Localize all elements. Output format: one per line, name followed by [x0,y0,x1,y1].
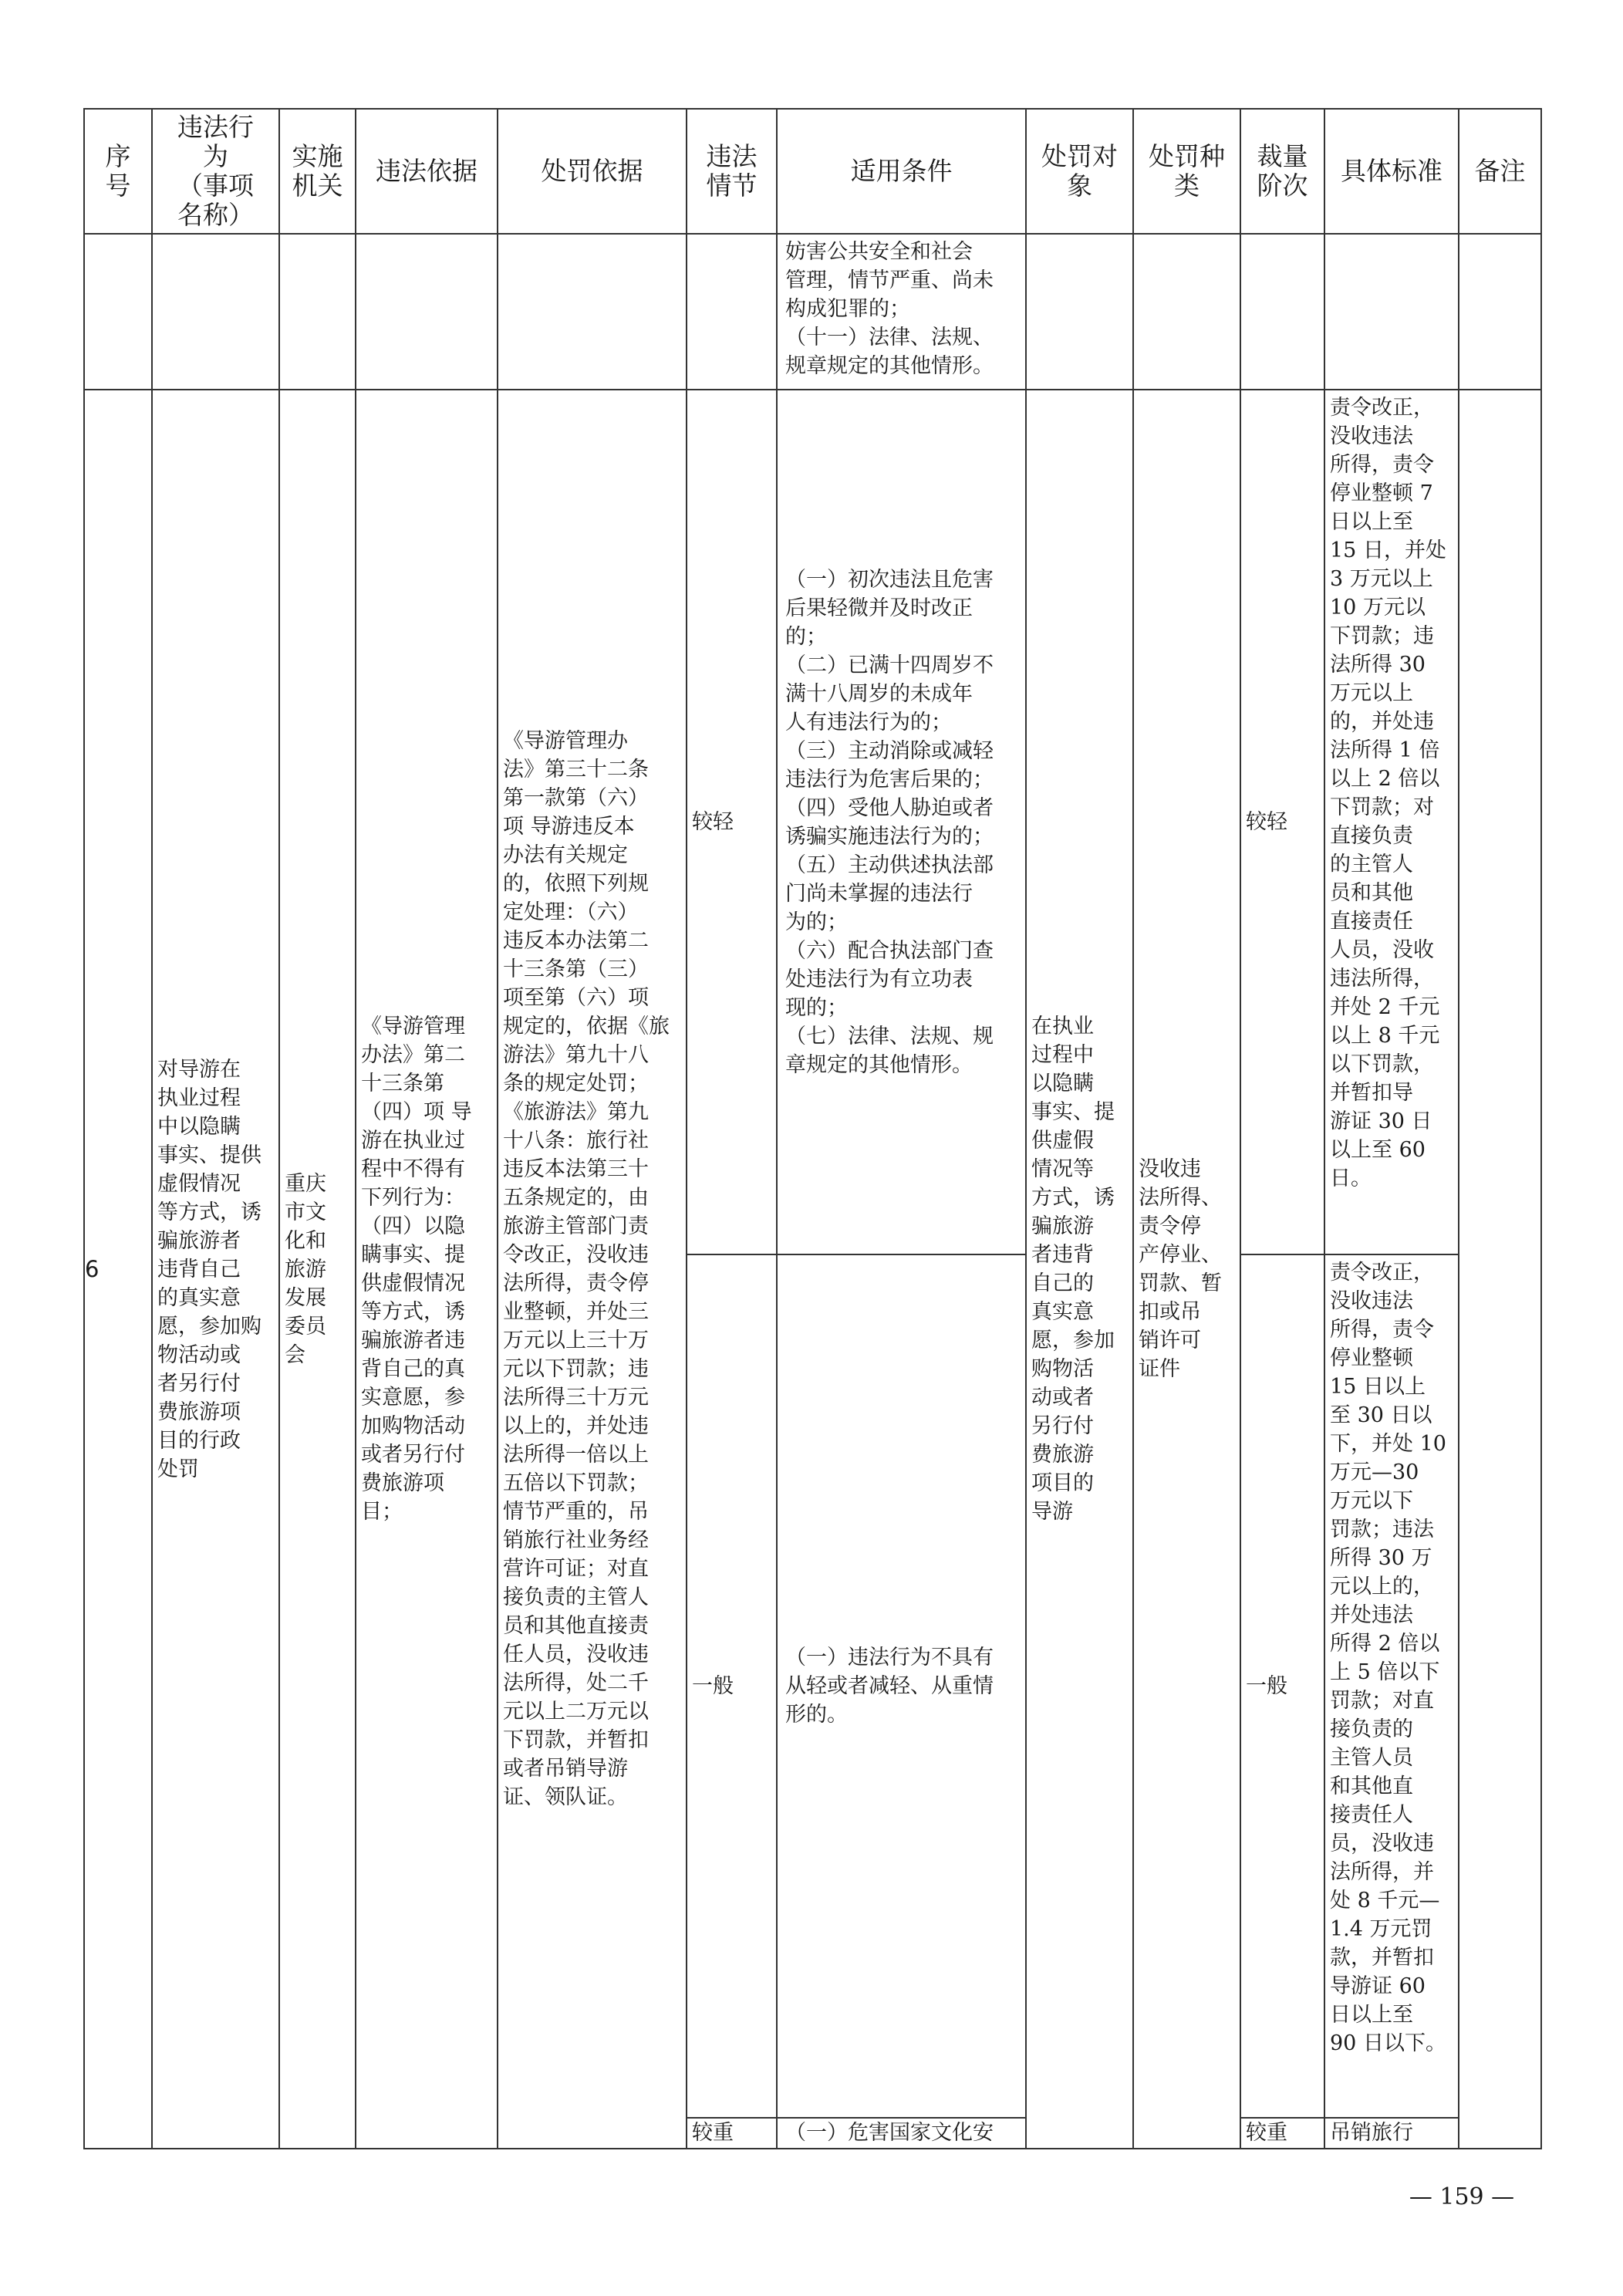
condition-severe: （一）危害国家文化安 [777,2118,1026,2149]
standard-general: 责令改正， 没收违法 所得，责令 停业整顿 15 日以上 至 30 日以 下，并处 10 万元—30 万元以下 罚款；违法 所得 30 万 元以上的， 并处违法 所得 2 倍以 上 5 倍以下 罚款；对直 接负责的 主管人员 和其他直 接责任人 员，没收违 法所得，并 处 8 千元— 1.4 万元罚 款，并暂扣 导游证 60 日以上至 90 日以下。 [1324,1254,1459,2118]
cont-target-cell [1026,234,1133,390]
header-remarks: 备注 [1459,109,1541,234]
header-violation-name: 违法行 为 （事项 名称） [152,109,279,234]
penalty-table [83,108,1542,2149]
header-seq: 序 号 [84,109,152,234]
item6-penalty-basis: 《导游管理办 法》第三十二条 第一款第（六） 项 导游违反本 办法有关规定 的，依照下列规 定处理：（六） 违反本办法第二 十三条第（三） 项至第（六）项 规定的，依据《旅 游法》第九十八 条的规定处罚； 《旅游法》第九 十八条：旅行社 违反本法第三十 五条规定的，由 旅游主管部门责 令改正，没收违 法所得，责令停 业整顿，并处三 万元以上三十万 元以下罚款；违 法所得三十万元 以上的，并处违 法所得一倍以上 五倍以下罚款； 情节严重的，吊 销旅行社业务经 营许可证；对直 接负责的主管人 员和其他直接责 任人员，没收违 法所得，处二千 元以上二万元以 下罚款，并暂扣 或者吊销导游 证、领队证。 [498,390,687,2149]
cont-basis-cell [356,234,498,390]
header-violation-basis: 违法依据 [356,109,498,234]
item6-violation-basis: 《导游管理 办法》第二 十三条第 （四）项 导 游在执业过 程中不得有 下列行为： （四）以隐 瞒事实、提 供虚假情况 等方式，诱 骗旅游者违 背自己的真 实意愿，参 加购物活动 或者另行付 费旅游项 目； [356,390,498,2149]
condition-light: （一）初次违法且危害 后果轻微并及时改正 的； （二）已满十四周岁不 满十八周岁的未成年 人有违法行为的； （三）主动消除或减轻 违法行为危害后果的； （四）受他人胁迫或者 诱骗实施违法行为的； （五）主动供述执法部 门尚未掌握的违法行 为的； （六）配合执法部门查 处违法行为有立功表 现的； （七）法律、法规、规 章规定的其他情形。 [777,390,1026,1254]
tier-light: 较轻 [1240,390,1324,1254]
item6-penalty-type: 没收违 法所得、 责令停 产停业、 罚款、暂 扣或吊 销许可 证件 [1133,390,1240,2149]
cont-agency-cell [279,234,356,390]
cont-situation-cell [687,234,777,390]
item6-remarks [1459,390,1541,2149]
cont-tier-cell [1240,234,1324,390]
cont-remarks-cell [1459,234,1541,390]
page-number: — 159 — [1409,2183,1515,2210]
cont-condition-cell: 妨害公共安全和社会 管理，情节严重、尚未 构成犯罪的； （十一）法律、法规、 规章规定的其他情形。 [777,234,1026,390]
item6-agency: 重庆 市文 化和 旅游 发展 委员 会 [279,390,356,2149]
header-penalty-basis: 处罚依据 [498,109,687,234]
tier-severe: 较重 [1240,2118,1324,2149]
header-agency: 实施 机关 [279,109,356,234]
situation-general: 一般 [687,1254,777,2118]
header-tier: 裁量 阶次 [1240,109,1324,234]
header-penalty-type: 处罚种 类 [1133,109,1240,234]
standard-severe: 吊销旅行 [1324,2118,1459,2149]
header-standard: 具体标准 [1324,109,1459,234]
cont-name-cell [152,234,279,390]
item6-row-light [84,390,1541,1254]
situation-severe: 较重 [687,2118,777,2149]
item6-target: 在执业 过程中 以隐瞒 事实、提 供虚假 情况等 方式，诱 骗旅游 者违背 自己的 真实意 愿，参加 购物活 动或者 另行付 费旅游 项目的 导游 [1026,390,1133,2149]
cont-type-cell [1133,234,1240,390]
condition-general: （一）违法行为不具有 从轻或者减轻、从重情 形的。 [777,1254,1026,2118]
header-row [84,109,1541,234]
header-situation: 违法 情节 [687,109,777,234]
cont-standard-cell [1324,234,1459,390]
header-target: 处罚对 象 [1026,109,1133,234]
standard-light: 责令改正， 没收违法 所得，责令 停业整顿 7 日以上至 15 日，并处 3 万元以上 10 万元以 下罚款；违 法所得 30 万元以上 的，并处违 法所得 1 倍 以上 2 倍以 下罚款；对 直接负责 的主管人 员和其他 直接责任 人员，没收 违法所得， 并处 2 千元 以上 8 千元 以下罚款， 并暂扣导 游证 30 日 以上至 60 日。 [1324,390,1459,1254]
cont-seq-cell [84,234,152,390]
tier-general: 一般 [1240,1254,1324,2118]
item6-violation-name: 对导游在 执业过程 中以隐瞒 事实、提供 虚假情况 等方式，诱 骗旅游者 违背自己 的真实意 愿，参加购 物活动或 者另行付 费旅游项 目的行政 处罚 [152,390,279,2149]
cont-penalty-basis-cell [498,234,687,390]
situation-light: 较轻 [687,390,777,1254]
item6-seq: 6 [84,390,152,2149]
continuation-row [84,234,1541,390]
header-condition: 适用条件 [777,109,1026,234]
